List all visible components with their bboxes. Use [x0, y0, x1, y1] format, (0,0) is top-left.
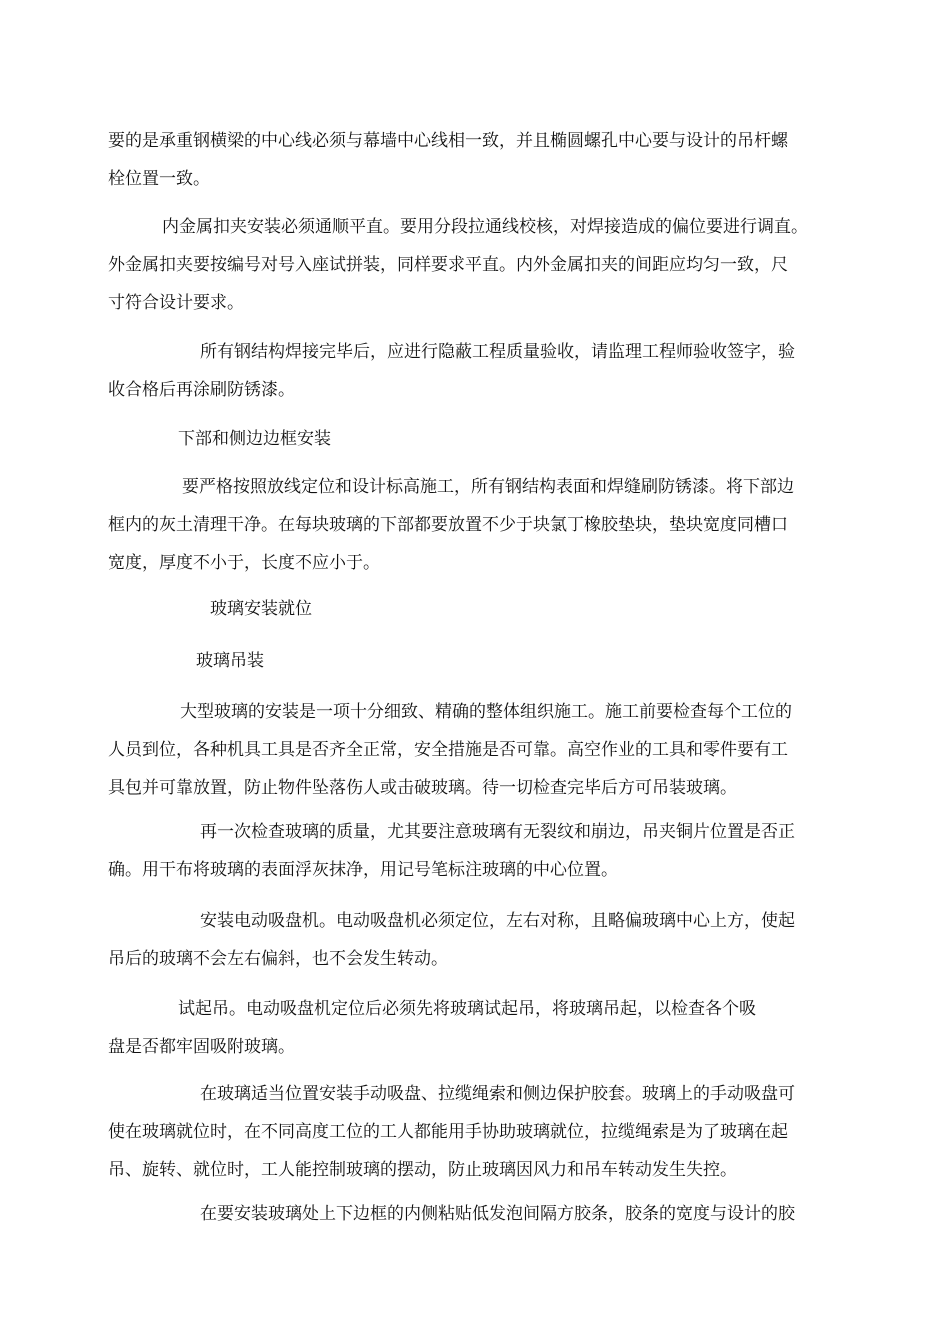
- paragraph-12-line-3: 吊、旋转、就位时，工人能控制玻璃的摆动，防止玻璃因风力和吊车转动发生失控。: [108, 1160, 737, 1180]
- paragraph-11-line-2: 盘是否都牢固吸附玻璃。: [108, 1037, 295, 1057]
- paragraph-8: [108, 693, 792, 807]
- paragraph-5-line-3: 宽度，厚度不小于，长度不应小于。: [108, 553, 380, 573]
- paragraph-9: [108, 813, 795, 889]
- paragraph-10: [108, 902, 795, 978]
- paragraph-10-line-1: 安装电动吸盘机。电动吸盘机必须定位，左右对称，且略偏玻璃中心上方，使起: [200, 911, 795, 931]
- paragraph-5: [108, 468, 794, 582]
- paragraph-2-line-1: 内金属扣夹安装必须通顺平直。要用分段拉通线校核，对焊接造成的偏位要进行调直。: [162, 217, 808, 237]
- paragraph-3: [108, 333, 795, 409]
- paragraph-3-line-1: 所有钢结构焊接完毕后，应进行隐蔽工程质量验收，请监理工程师验收签字，验: [200, 342, 795, 362]
- paragraph-1-line-1: 要的是承重钢横梁的中心线必须与幕墙中心线相一致，并且椭圆螺孔中心要与设计的吊杆螺: [108, 131, 788, 151]
- section-heading-frame-installation-text: 下部和侧边边框安装: [178, 429, 331, 449]
- paragraph-2-line-3: 寸符合设计要求。: [108, 293, 244, 313]
- section-heading-glass-placement-text: 玻璃安装就位: [210, 599, 312, 619]
- paragraph-3-line-2: 收合格后再涂刷防锈漆。: [108, 380, 295, 400]
- paragraph-5-line-1: 要严格按照放线定位和设计标高施工，所有钢结构表面和焊缝刷防锈漆。将下部边: [182, 477, 794, 497]
- paragraph-11-line-1: 试起吊。电动吸盘机定位后必须先将玻璃试起吊，将玻璃吊起，以检查各个吸: [178, 999, 756, 1019]
- paragraph-2-line-2: 外金属扣夹要按编号对号入座试拼装，同样要求平直。内外金属扣夹的间距应均匀一致，尺: [108, 255, 788, 275]
- paragraph-9-line-2: 确。用干布将玻璃的表面浮灰抹净，用记号笔标注玻璃的中心位置。: [108, 860, 618, 880]
- paragraph-12-line-2: 使在玻璃就位时，在不同高度工位的工人都能用手协助玻璃就位，拉缆绳索是为了玻璃在起: [108, 1122, 788, 1142]
- paragraph-8-line-1: 大型玻璃的安装是一项十分细致、精确的整体组织施工。施工前要检查每个工位的: [180, 702, 792, 722]
- paragraph-13-line-1: 在要安装玻璃处上下边框的内侧粘贴低发泡间隔方胶条，胶条的宽度与设计的胶: [200, 1204, 795, 1224]
- paragraph-5-line-2: 框内的灰土清理干净。在每块玻璃的下部都要放置不少于块氯丁橡胶垫块，垫块宽度同槽口: [108, 515, 788, 535]
- section-heading-glass-placement: [210, 590, 312, 628]
- paragraph-12: [108, 1075, 795, 1189]
- paragraph-9-line-1: 再一次检查玻璃的质量，尤其要注意玻璃有无裂纹和崩边，吊夹铜片位置是否正: [200, 822, 795, 842]
- paragraph-1-line-2: 栓位置一致。: [108, 169, 210, 189]
- paragraph-8-line-3: 具包并可靠放置，防止物件坠落伤人或击破玻璃。待一切检查完毕后方可吊装玻璃。: [108, 778, 737, 798]
- paragraph-12-line-1: 在玻璃适当位置安装手动吸盘、拉缆绳索和侧边保护胶套。玻璃上的手动吸盘可: [200, 1084, 795, 1104]
- paragraph-2: [108, 208, 808, 322]
- paragraph-11: [108, 990, 756, 1066]
- paragraph-1: [108, 122, 788, 198]
- section-heading-glass-hoisting-text: 玻璃吊装: [196, 651, 264, 671]
- paragraph-8-line-2: 人员到位，各种机具工具是否齐全正常，安全措施是否可靠。高空作业的工具和零件要有工: [108, 740, 788, 760]
- paragraph-13: [108, 1195, 795, 1233]
- section-heading-glass-hoisting: [196, 642, 264, 680]
- paragraph-10-line-2: 吊后的玻璃不会左右偏斜，也不会发生转动。: [108, 949, 448, 969]
- section-heading-frame-installation: [178, 420, 331, 458]
